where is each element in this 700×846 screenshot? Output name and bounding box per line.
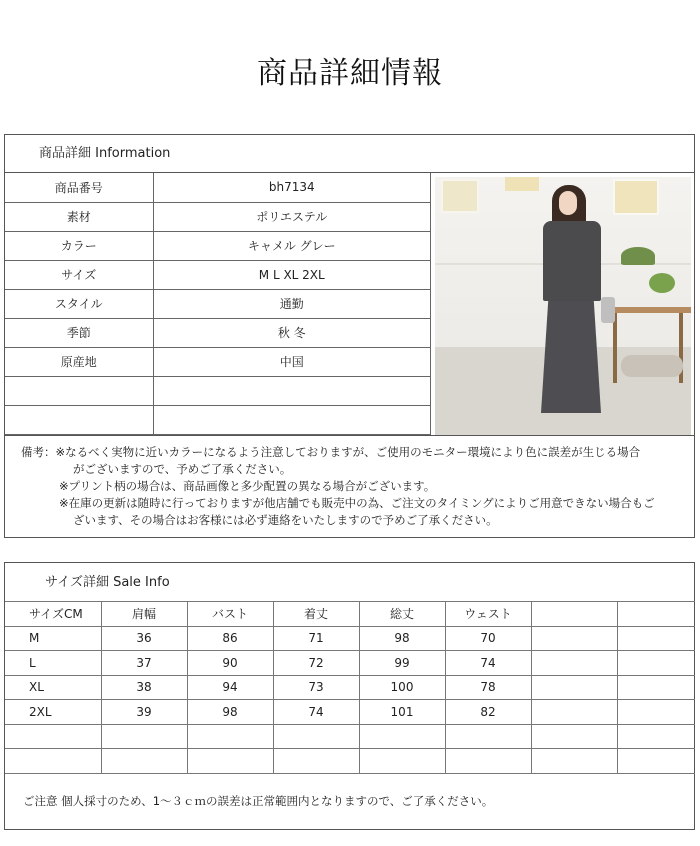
product-photo (435, 177, 691, 435)
size-note: ご注意 個人採寸のため、1～３ｃｍの誤差は正常範囲内となりますので、ご了承ください。 (23, 794, 494, 808)
column-header: 総丈 (359, 602, 445, 627)
table-cell: 98 (359, 626, 445, 651)
table-cell: 36 (101, 626, 187, 651)
spec-value: 通勤 (153, 289, 431, 318)
size-table (5, 601, 695, 774)
table-cell: 78 (445, 675, 531, 700)
table-cell: 70 (445, 626, 531, 651)
spec-label (5, 376, 153, 405)
table-cell (101, 749, 187, 774)
table-cell: 37 (101, 651, 187, 676)
table-cell: 73 (273, 675, 359, 700)
table-cell (101, 724, 187, 749)
spec-value: ポリエステル (153, 202, 431, 231)
table-cell (531, 651, 617, 676)
table-cell (531, 749, 617, 774)
table-cell (187, 749, 273, 774)
model-jacket (543, 221, 601, 301)
note-line: ざいます、その場合はお客様には必ず連絡をいたしますので予めご了承ください。 (73, 513, 498, 527)
column-header (531, 602, 617, 627)
table-cell: 101 (359, 700, 445, 725)
spec-value (153, 405, 431, 434)
table-cell (5, 749, 101, 774)
table-cell (617, 626, 695, 651)
spec-label: カラー (5, 231, 153, 260)
note-line: ※プリント柄の場合は、商品画像と多少配置の異なる場合がございます。 (59, 479, 436, 493)
wall-frame-image (505, 177, 539, 191)
table-cell (617, 700, 695, 725)
table-cell (187, 724, 273, 749)
spec-row (5, 347, 431, 376)
spec-row (5, 318, 431, 347)
table-cell (445, 749, 531, 774)
spec-value (153, 376, 431, 405)
plant-image (621, 247, 655, 265)
table-row (5, 675, 695, 700)
spec-value: M L XL 2XL (153, 260, 431, 289)
table-row (5, 626, 695, 651)
size-header-row (5, 602, 695, 627)
spec-label: サイズ (5, 260, 153, 289)
spec-row (5, 202, 431, 231)
table-cell: 94 (187, 675, 273, 700)
table-cell: L (5, 651, 101, 676)
table-cell (617, 675, 695, 700)
column-header (617, 602, 695, 627)
table-cell (359, 749, 445, 774)
table-cell (531, 700, 617, 725)
notes-block (5, 435, 694, 529)
plant-image (649, 273, 675, 293)
size-info-section (4, 562, 695, 830)
table-cell: XL (5, 675, 101, 700)
table-cell (273, 724, 359, 749)
table-cell (531, 675, 617, 700)
size-header: サイズ詳細 Sale Info (45, 575, 170, 590)
spec-row (5, 173, 431, 202)
table-cell: 39 (101, 700, 187, 725)
table-cell: 74 (273, 700, 359, 725)
wall-frame-image (441, 179, 479, 213)
table-cell (617, 651, 695, 676)
chair-image (621, 355, 683, 377)
table-row (5, 749, 695, 774)
spec-row (5, 405, 431, 434)
table-cell: 72 (273, 651, 359, 676)
model-face (559, 191, 577, 215)
table-cell (617, 749, 695, 774)
table-row (5, 724, 695, 749)
spec-value: 中国 (153, 347, 431, 376)
column-header: サイズCM (5, 602, 101, 627)
spec-label: 商品番号 (5, 173, 153, 202)
table-row (5, 700, 695, 725)
product-info-section (4, 134, 695, 538)
table-cell: 98 (187, 700, 273, 725)
note-line: がございますので、予めご了承ください。 (73, 462, 292, 476)
table-cell: 90 (187, 651, 273, 676)
table-cell: 86 (187, 626, 273, 651)
table-cell: 2XL (5, 700, 101, 725)
note-line: ※在庫の更新は随時に行っておりますが他店舗でも販売中の為、ご注文のタイミングによりご用意できない場合もご (59, 496, 655, 510)
table-cell (531, 724, 617, 749)
table-cell (531, 626, 617, 651)
column-header: 肩幅 (101, 602, 187, 627)
spec-value: 秋 冬 (153, 318, 431, 347)
page-title: 商品詳細情報 (257, 56, 443, 91)
spec-label (5, 405, 153, 434)
table-cell (445, 724, 531, 749)
wall-frame-image (613, 179, 659, 215)
spec-label: 素材 (5, 202, 153, 231)
spec-row (5, 260, 431, 289)
spec-row (5, 231, 431, 260)
table-cell: 38 (101, 675, 187, 700)
table-cell: 100 (359, 675, 445, 700)
column-header: ウェスト (445, 602, 531, 627)
spec-table (5, 173, 431, 435)
table-cell (273, 749, 359, 774)
info-header: 商品詳細 Information (5, 135, 694, 173)
spec-row (5, 376, 431, 405)
spec-label: 季節 (5, 318, 153, 347)
model-pants (541, 301, 601, 413)
spec-label: スタイル (5, 289, 153, 318)
spec-row (5, 289, 431, 318)
spec-label: 原産地 (5, 347, 153, 376)
model-bag (601, 297, 615, 323)
table-cell: 82 (445, 700, 531, 725)
table-cell: 99 (359, 651, 445, 676)
column-header: バスト (187, 602, 273, 627)
table-cell (5, 724, 101, 749)
column-header: 着丈 (273, 602, 359, 627)
table-cell: M (5, 626, 101, 651)
table-cell: 74 (445, 651, 531, 676)
table-cell: 71 (273, 626, 359, 651)
note-line: 備考：※なるべく実物に近いカラーになるよう注意しておりますが、ご使用のモニター環境により色に誤差が生じる場合 (21, 445, 641, 459)
table-cell (359, 724, 445, 749)
spec-value: キャメル グレー (153, 231, 431, 260)
table-cell (617, 724, 695, 749)
spec-value: bh7134 (153, 173, 431, 202)
table-row (5, 651, 695, 676)
